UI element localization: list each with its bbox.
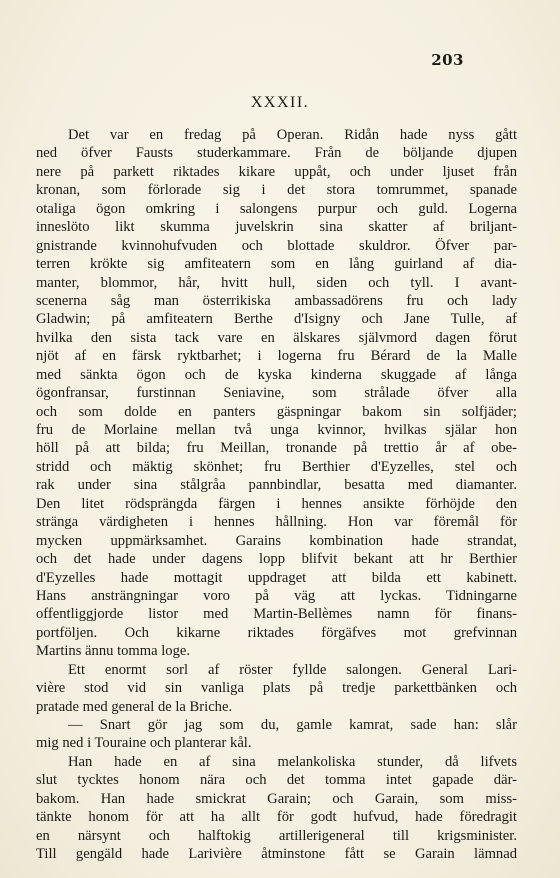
text-line: portföljen. Och kikarne riktades förgäfves mot grefvinnan — [36, 624, 517, 641]
text-line: slut tycktes honom nära och det tomma intet gapade där- — [36, 772, 517, 789]
text-line: offentliggjorde listor med Martin-Bellèmes namn för finans- — [36, 606, 517, 623]
text-line: hvilka den sista tack vare en älskares självmord dagen förut — [36, 329, 517, 346]
text-line: d'Eyzelles hade mottagit uppdraget att bilda ett kabinett. — [36, 569, 517, 586]
text-line: njöt af en färsk ryktbarhet; i logerna fru Bérard de la Malle — [36, 348, 517, 365]
text-line: höll på att bilda; fru Meillan, tronande på trettio år af obe- — [36, 440, 517, 457]
text-line: stridd och mäktig skönhet; fru Berthier d'Eyzelles, stel och — [36, 458, 517, 475]
text-line: Gladwin; på amfiteatern Berthe d'Isigny och Jane Tulle, af — [36, 311, 517, 328]
text-line: tänkte honom för att ha allt för godt hufvud, hade föredragit — [36, 809, 517, 826]
text-line: fru de Morlaine mellan två unga kvinnor, hvilkas själar hon — [36, 422, 517, 438]
text-line: Ett enormt sorl af röster fyllde salongen. General Lari- — [68, 661, 517, 678]
text-line: Till gengäld hade Larivière åtminstone fått se Garain lämnad — [36, 846, 517, 863]
text-line: en närsynt och halftokig artillerigeneral till krigsminister. — [36, 827, 517, 844]
text-line: terren krökte sig amfiteatern som en lång guirland af dia- — [36, 256, 517, 273]
text-line: Det var en fredag på Operan. Ridån hade nyss gått — [68, 127, 517, 143]
text-line: och det hade under dagens lopp blifvit bekant att hr Berthier — [36, 551, 517, 568]
text-line: gnistrande kvinnohufvuden och blottade skuldror. Öfver par- — [36, 237, 517, 254]
text-line: och som dolde en panters gäspningar bakom sin solfjäder; — [36, 403, 517, 420]
text-line: manter, blommor, hår, hvitt hull, siden och tyll. I avant- — [36, 274, 517, 291]
text-line: scenerna såg man österrikiska ambassadörens fru och lady — [36, 292, 517, 309]
page-number: 203 — [431, 51, 464, 69]
text-line: — Snart gör jag som du, gamle kamrat, sade han: slår — [68, 717, 517, 733]
text-line: ögonfransar, furstinnan Seniavine, som strålade öfver alla — [36, 385, 517, 402]
text-line: Den litet rödsprängda färgen i hennes ansikte förhöjde den — [36, 495, 517, 512]
text-line: stränga värdigheten i hennes hållning. Hon var föremål för — [36, 514, 517, 531]
text-line: mycken uppmärksamhet. Garains kombination hade strandat, — [36, 532, 517, 549]
text-line: Han hade en af sina melankoliska stunder, då lifvets — [68, 753, 517, 770]
text-line: nere på parkett riktades kikare uppåt, och under ljuset från — [36, 163, 517, 180]
text-line: bakom. Han hade smickrat Garain; och Garain, som miss- — [36, 790, 517, 807]
text-line: med sänkta ögon och de kyska kinderna skuggade af långa — [36, 366, 517, 383]
text-line: kronan, som förlorade sig i det stora tomrummet, spanade — [36, 182, 517, 199]
text-line: pratade med general de la Briche. — [36, 698, 233, 715]
text-line: inneslöto likt skumma juvelskrin sina skatter af briljant- — [36, 219, 517, 236]
text-line: ned öfver Fausts studerkammare. Från de böljande djupen — [36, 145, 517, 162]
text-line: mig ned i Touraine och planterar kål. — [36, 735, 252, 752]
text-line: vière stod vid sin vanliga plats på tredje parkettbänken och — [36, 680, 517, 697]
chapter-heading: XXXII. — [250, 94, 310, 111]
text-line: Hans ansträngningar voro på väg att lyckas. Tidningarne — [36, 587, 517, 604]
body-text — [36, 126, 517, 864]
text-line: Martins ännu tomma loge. — [36, 643, 191, 660]
text-line: otaliga ögon omkring i salongens purpur och guld. Logerna — [36, 200, 517, 217]
text-line: rak under sina stålgråa pannbindlar, besatta med diamanter. — [36, 477, 517, 494]
